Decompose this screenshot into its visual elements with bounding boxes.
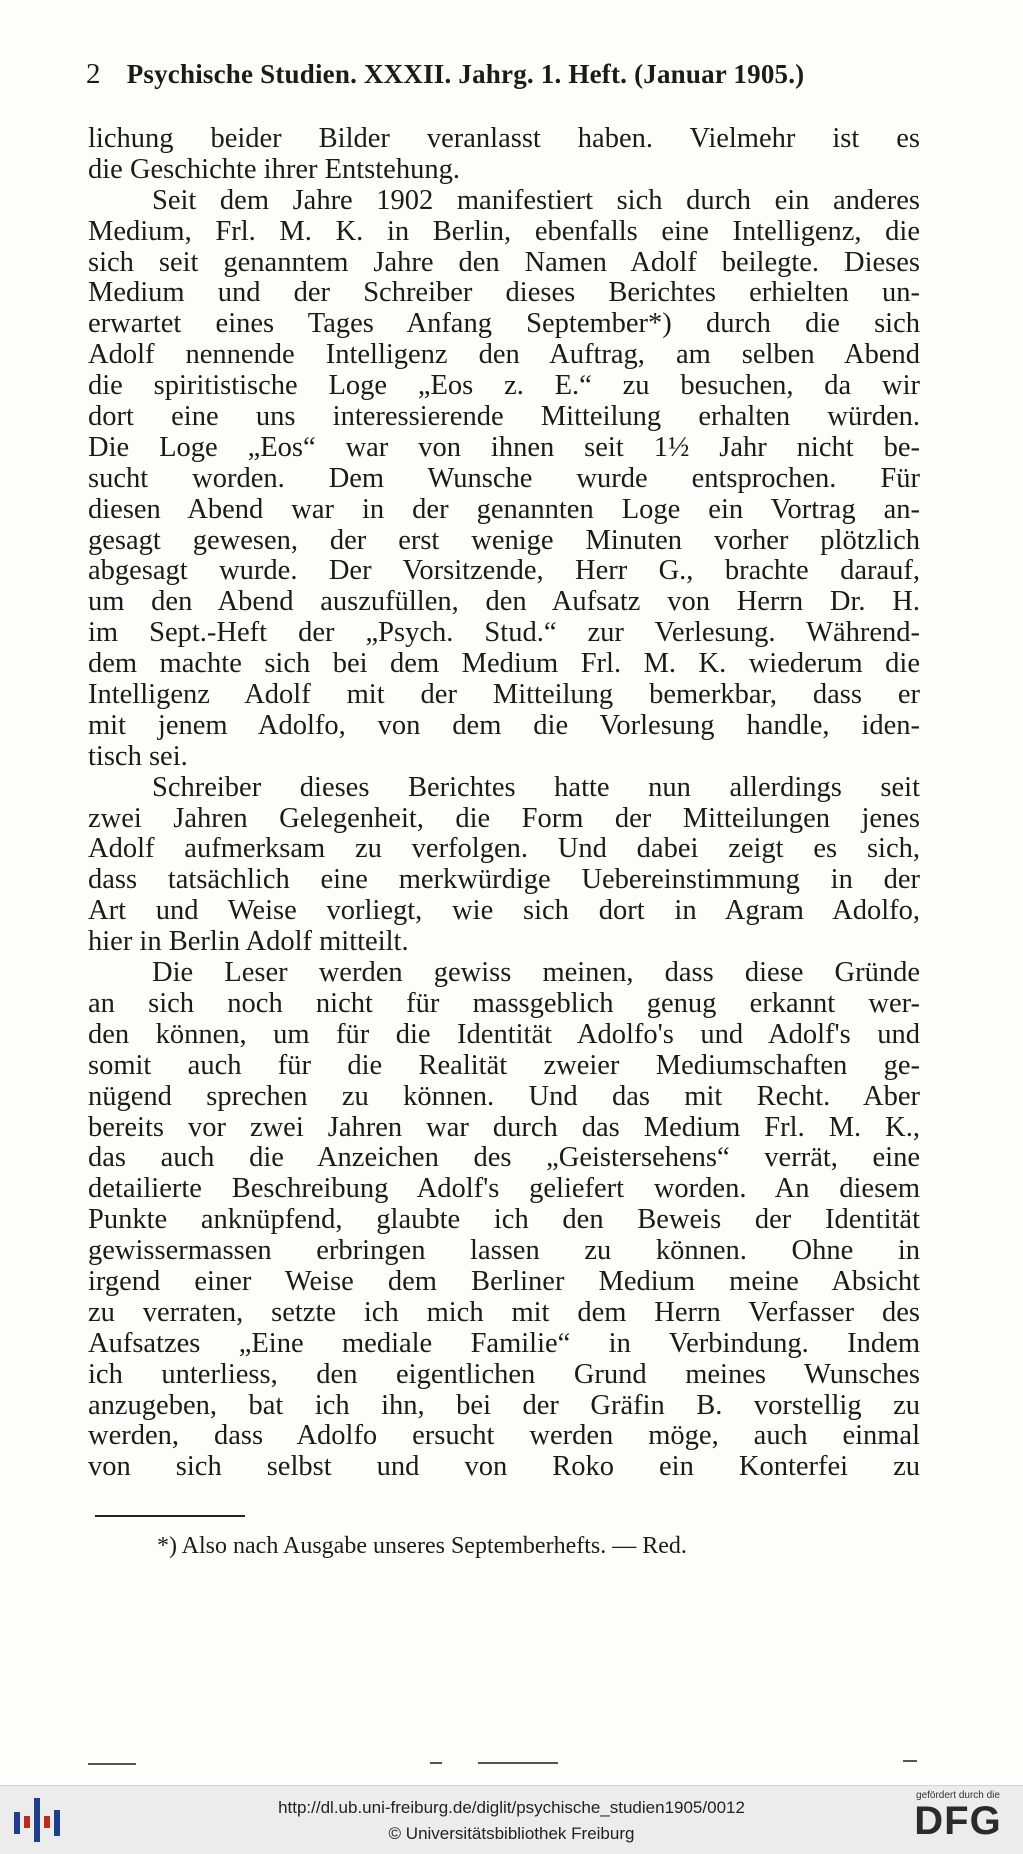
text-line: gewissermassen erbringen lassen zu können. Ohne in xyxy=(88,1235,920,1267)
text-line: um den Abend auszufüllen, den Aufsatz von Herrn Dr. H. xyxy=(88,586,920,618)
text-line: Intelligenz Adolf mit der Mitteilung bemerkbar, dass er xyxy=(88,679,920,711)
text-line: hier in Berlin Adolf mitteilt. xyxy=(88,926,409,958)
text-line: abgesagt wurde. Der Vorsitzende, Herr G., brachte darauf, xyxy=(88,555,920,587)
text-line: im Sept.-Heft der „Psych. Stud.“ zur Verlesung. Während- xyxy=(88,617,920,649)
dfg-sponsor-logo xyxy=(898,1790,1018,1852)
text-line: bereits vor zwei Jahren war durch das Medium Frl. M. K., xyxy=(88,1111,920,1143)
text-line: zwei Jahren Gelegenheit, die Form der Mitteilungen jenes xyxy=(88,802,920,834)
copyright-notice: © Universitätsbibliothek Freiburg xyxy=(388,1824,635,1843)
text-line: die spiritistische Loge „Eos z. E.“ zu besuchen, da wir xyxy=(88,370,920,402)
text-line: zu verraten, setzte ich mich mit dem Herrn Verfasser des xyxy=(88,1296,920,1328)
text-line: somit auch für die Realität zweier Mediumschaften ge- xyxy=(88,1049,920,1081)
text-line: sucht worden. Dem Wunsche wurde entsprochen. Für xyxy=(88,462,920,494)
viewer-footer xyxy=(0,1785,1023,1854)
text-line: Die Loge „Eos“ war von ihnen seit 1½ Jahr nicht be- xyxy=(88,431,920,463)
running-header xyxy=(86,58,926,91)
text-line: mit jenem Adolfo, von dem die Vorlesung handle, iden- xyxy=(88,709,920,741)
text-line: Medium und der Schreiber dieses Berichtes erhielten un- xyxy=(88,277,920,309)
text-line: anzugeben, bat ich ihn, bei der Gräfin B. vorstellig zu xyxy=(88,1389,920,1421)
text-line: an sich noch nicht für massgeblich genug erkannt wer- xyxy=(88,987,920,1019)
text-line: Schreiber dieses Berichtes hatte nun allerdings seit xyxy=(152,771,920,803)
scan-mark xyxy=(88,1763,136,1765)
text-line: den können, um für die Identität Adolfo's und Adolf's und xyxy=(88,1018,920,1050)
text-line: dort eine uns interessierende Mitteilung erhalten würden. xyxy=(88,401,920,433)
running-title: Psychische Studien. XXXII. Jahrg. 1. Heft. (Januar 1905.) xyxy=(126,59,805,89)
body-text xyxy=(88,124,920,1483)
text-line: dem machte sich bei dem Medium Frl. M. K. wiederum die xyxy=(88,648,920,680)
page-number: 2 xyxy=(86,58,101,90)
scan-mark xyxy=(430,1762,442,1764)
text-line: werden, dass Adolfo ersucht werden möge, auch einmal xyxy=(88,1420,920,1452)
text-line: von sich selbst und von Roko ein Konterfei zu xyxy=(88,1451,920,1483)
text-line: dass tatsächlich eine merkwürdige Uebereinstimmung in der xyxy=(88,864,920,896)
scan-mark xyxy=(903,1760,917,1762)
footnote-rule xyxy=(95,1515,245,1517)
text-line: erwartet eines Tages Anfang September*) durch die sich xyxy=(88,308,920,340)
text-line: irgend einer Weise dem Berliner Medium meine Absicht xyxy=(88,1265,920,1297)
text-line: sich seit genanntem Jahre den Namen Adolf beilegte. Dieses xyxy=(88,246,920,278)
text-line: Seit dem Jahre 1902 manifestiert sich durch ein anderes xyxy=(152,184,920,216)
text-line: gesagt gewesen, der erst wenige Minuten vorher plötzlich xyxy=(88,524,920,556)
text-line: Art und Weise vorliegt, wie sich dort in Agram Adolfo, xyxy=(88,895,920,927)
text-line: diesen Abend war in der genannten Loge ein Vortrag an- xyxy=(88,493,920,525)
sponsor-caption: gefördert durch die xyxy=(916,1790,1000,1801)
text-line: detailierte Beschreibung Adolf's geliefert worden. An diesem xyxy=(88,1173,920,1205)
text-line: ich unterliess, den eigentlichen Grund meines Wunsches xyxy=(88,1358,920,1390)
dfg-logo-text: DFG xyxy=(914,1799,1002,1843)
text-line: die Geschichte ihrer Entstehung. xyxy=(88,153,460,185)
text-line: Punkte anknüpfend, glaubte ich den Beweis der Identität xyxy=(88,1204,920,1236)
text-line: lichung beider Bilder veranlasst haben. Vielmehr ist es xyxy=(88,123,920,154)
text-line: Die Leser werden gewiss meinen, dass diese Gründe xyxy=(152,957,920,989)
text-line: Medium, Frl. M. K. in Berlin, ebenfalls eine Intelligenz, die xyxy=(88,215,920,247)
text-line: tisch sei. xyxy=(88,740,188,772)
text-line: Adolf aufmerksam zu verfolgen. Und dabei zeigt es sich, xyxy=(88,833,920,865)
text-line: das auch die Anzeichen des „Geistersehens“ verrät, eine xyxy=(88,1142,920,1174)
scan-mark xyxy=(478,1762,558,1764)
text-line: Aufsatzes „Eine mediale Familie“ in Verbindung. Indem xyxy=(88,1327,920,1359)
footnote: *) Also nach Ausgabe unseres Septemberhefts. — Red. xyxy=(157,1533,687,1559)
permalink-link[interactable]: http://dl.ub.uni-freiburg.de/diglit/psychische_studien1905/0012 xyxy=(278,1798,745,1817)
text-line: nügend sprechen zu können. Und das mit Recht. Aber xyxy=(88,1080,920,1112)
text-line: Adolf nennende Intelligenz den Auftrag, am selben Abend xyxy=(88,339,920,371)
